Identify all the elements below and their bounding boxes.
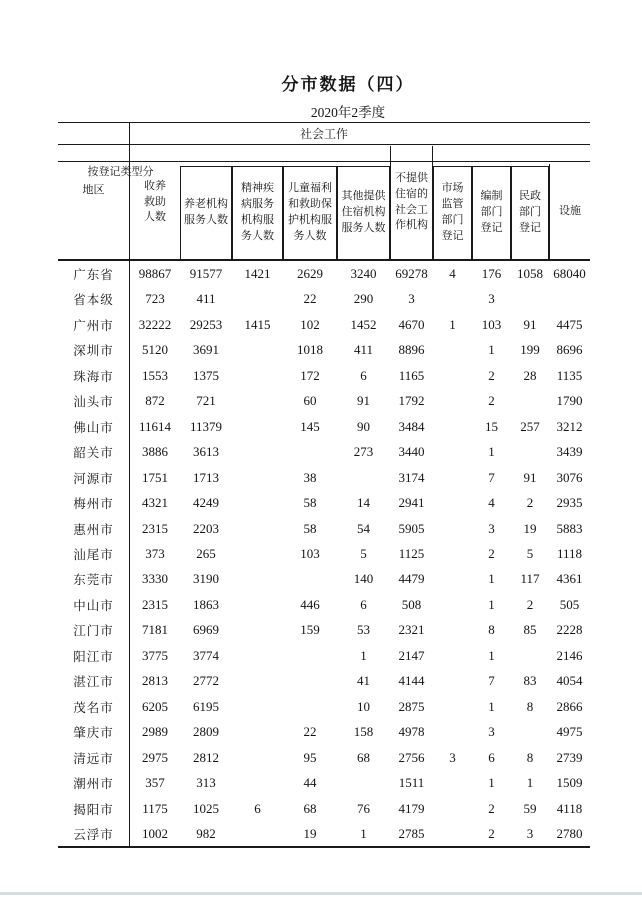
value-cell: 4975 [556,724,583,740]
value-cell [433,592,472,617]
value-cell: 2629 [297,265,323,281]
value-cell [232,516,283,541]
table-row [58,694,590,719]
value-cell [433,286,472,311]
value-cell: 3 [526,826,534,842]
value-cell: 1713 [193,469,219,485]
region-cell: 肇庆市 [58,720,130,745]
value-cell: 172 [300,367,320,383]
value-cell: 14 [357,495,370,511]
value-cell: 1 [488,698,495,714]
value-cell [232,771,283,796]
value-cell: 6195 [193,698,219,714]
value-cell: 1002 [142,826,168,842]
value-cell: 98867 [138,265,172,281]
value-cell [433,796,472,821]
value-cell: 1175 [142,800,168,816]
value-cell: 3 [488,291,495,307]
value-cell [283,694,337,719]
region-cell: 广州市 [58,312,130,337]
value-cell: 91 [523,469,537,485]
value-cell [433,388,472,413]
value-cell [232,643,283,668]
value-cell: 2739 [556,749,583,765]
value-cell: 265 [196,545,216,561]
table-row [58,541,590,566]
value-cell: 2989 [142,724,168,740]
value-cell [433,363,472,388]
table-row [58,592,590,617]
value-cell: 1135 [556,367,583,383]
value-cell [511,439,549,464]
value-cell [232,490,283,515]
value-cell: 2780 [556,826,583,842]
value-cell [433,771,472,796]
table-row [58,822,590,847]
value-cell: 15 [485,418,498,434]
value-cell: 85 [523,622,537,638]
value-cell [232,592,283,617]
table-row [58,261,590,286]
value-cell [232,286,283,311]
region-cell: 汕头市 [58,388,130,413]
value-cell: 2866 [556,698,583,714]
value-cell: 1 [488,571,495,587]
table-row [58,465,590,490]
value-cell: 3174 [398,469,425,485]
value-cell: 3 [408,291,415,307]
value-cell [433,720,472,745]
value-cell: 76 [357,800,370,816]
value-cell [232,669,283,694]
value-cell: 3212 [556,418,583,434]
value-cell: 3775 [142,647,168,663]
value-cell [433,669,472,694]
value-cell: 140 [353,571,374,587]
value-cell: 3439 [556,444,583,460]
value-cell: 1118 [556,545,583,561]
value-cell: 446 [300,596,320,612]
value-cell: 69278 [395,265,428,281]
value-cell: 4475 [556,316,583,332]
value-cell: 1 [488,775,495,791]
value-cell: 59 [523,800,537,816]
value-cell: 7181 [142,622,168,638]
value-cell: 58 [303,520,317,536]
value-cell: 4321 [142,495,168,511]
value-cell: 2203 [193,520,219,536]
value-cell: 2875 [398,698,425,714]
value-cell: 68 [357,749,370,765]
region-cell: 深圳市 [58,337,130,362]
table-body [58,261,590,847]
value-cell: 6 [360,367,367,383]
column-header-facilities: 设施 [549,164,590,259]
value-cell: 5120 [142,342,168,358]
value-cell: 3613 [193,444,219,460]
value-cell: 982 [196,826,216,842]
value-cell: 1 [360,647,367,663]
value-cell: 28 [523,367,537,383]
value-cell: 290 [353,291,374,307]
column-header-region: 地区 [58,123,130,259]
region-cell: 汕尾市 [58,541,130,566]
value-cell [433,414,472,439]
value-cell: 6 [254,800,261,816]
value-cell: 2809 [193,724,219,740]
value-cell: 117 [520,571,540,587]
value-cell: 2772 [193,673,219,689]
value-cell: 53 [357,622,370,638]
value-cell: 2 [488,393,495,409]
region-cell: 中山市 [58,592,130,617]
value-cell: 2 [526,596,534,612]
value-cell: 2935 [556,495,583,511]
value-cell: 159 [300,622,320,638]
table-row [58,337,590,362]
value-cell [433,439,472,464]
value-cell: 91 [357,393,370,409]
value-cell: 91 [523,316,537,332]
table-row [58,771,590,796]
value-cell: 11614 [138,418,172,434]
value-cell: 4978 [398,724,425,740]
value-cell: 102 [300,316,320,332]
value-cell: 1165 [398,367,425,383]
region-cell: 云浮市 [58,822,130,847]
value-cell: 3 [488,724,495,740]
value-cell: 273 [353,444,374,460]
value-cell: 4144 [398,673,425,689]
table-row [58,363,590,388]
column-header-civil-affairs-registered: 民政部门登记 [511,166,549,259]
value-cell: 38 [303,469,317,485]
region-cell: 广东省 [58,261,130,286]
value-cell: 19 [303,826,317,842]
value-cell: 60 [303,393,317,409]
table-row [58,516,590,541]
value-cell: 4361 [556,571,583,587]
value-cell [433,618,472,643]
value-cell: 1125 [398,545,425,561]
value-cell: 11379 [189,418,223,434]
value-cell: 257 [520,418,540,434]
value-cell: 58 [303,495,317,511]
column-header-elderly-care-persons: 养老机构服务人数 [180,166,232,259]
group-header-registration-type: 按登记类型分 [87,165,154,178]
value-cell: 1375 [193,367,219,383]
region-cell: 惠州市 [58,516,130,541]
value-cell: 1863 [193,596,219,612]
value-cell: 158 [353,724,374,740]
value-cell: 2813 [142,673,168,689]
value-cell [232,541,283,566]
value-cell: 103 [481,316,502,332]
value-cell: 6 [488,749,495,765]
value-cell: 1751 [142,469,168,485]
value-cell: 1511 [398,775,425,791]
region-cell: 佛山市 [58,414,130,439]
region-cell: 梅州市 [58,490,130,515]
table-row [58,439,590,464]
value-cell [232,745,283,770]
value-cell: 2785 [398,826,425,842]
table-row [58,643,590,668]
value-cell: 1018 [297,342,323,358]
value-cell: 373 [145,545,165,561]
value-cell: 3240 [350,265,377,281]
value-cell: 1 [449,316,456,332]
value-cell: 3 [488,520,495,536]
value-cell: 10 [357,698,370,714]
value-cell [232,388,283,413]
document-title: 分市数据（四） [281,75,415,94]
value-cell: 2228 [556,622,583,638]
value-cell [433,567,472,592]
value-cell: 6969 [193,622,219,638]
value-cell: 2321 [398,622,425,638]
region-cell: 阳江市 [58,643,130,668]
value-cell [511,286,549,311]
value-cell: 1 [488,647,495,663]
column-header-non-residential-social-work-orgs: 不提供住宿的社会工作机构 [390,146,433,259]
table-row [58,388,590,413]
value-cell [283,669,337,694]
region-cell: 省本级 [58,286,130,311]
column-header-establishment-dept-registered: 编制部门登记 [472,166,511,259]
value-cell: 2975 [142,749,168,765]
value-cell [232,363,283,388]
value-cell: 1 [526,775,534,791]
value-cell [433,643,472,668]
value-cell: 1792 [398,393,425,409]
table-row [58,669,590,694]
value-cell: 505 [559,596,580,612]
value-cell: 4479 [398,571,425,587]
value-cell: 68040 [553,265,586,281]
value-cell: 22 [303,724,317,740]
table-row [58,745,590,770]
value-cell: 4 [488,495,495,511]
value-cell [232,822,283,847]
value-cell: 8 [526,749,534,765]
region-cell: 河源市 [58,465,130,490]
statistics-table [58,122,590,848]
value-cell: 411 [353,342,374,358]
value-cell: 5 [526,545,534,561]
value-cell: 54 [357,520,370,536]
value-cell: 4670 [398,316,425,332]
value-cell: 8896 [398,342,425,358]
value-cell: 313 [196,775,216,791]
value-cell: 2315 [142,596,168,612]
value-cell: 1421 [244,265,271,281]
value-cell: 357 [145,775,165,791]
value-cell: 90 [357,418,370,434]
value-cell [433,490,472,515]
region-cell: 清远市 [58,745,130,770]
table-row [58,286,590,311]
value-cell [337,465,390,490]
column-header-market-regulator-registered: 市场监管部门登记 [433,166,472,259]
value-cell: 83 [523,673,537,689]
value-cell: 1058 [517,265,543,281]
region-cell: 揭阳市 [58,796,130,821]
value-cell: 199 [520,342,540,358]
value-cell [511,388,549,413]
region-cell: 东莞市 [58,567,130,592]
value-cell: 2 [488,826,495,842]
value-cell: 3774 [193,647,219,663]
value-cell [433,337,472,362]
value-cell: 4054 [556,673,583,689]
value-cell [433,465,472,490]
value-cell [232,720,283,745]
value-cell: 721 [196,393,216,409]
value-cell: 1 [360,826,367,842]
value-cell [549,286,590,311]
value-cell: 4 [449,265,456,281]
value-cell: 1790 [556,393,583,409]
value-cell [232,618,283,643]
value-cell: 3 [449,749,456,765]
value-cell [511,720,549,745]
column-header-adoption-relief-persons: 收养救助人数 [144,179,166,224]
value-cell: 41 [357,673,370,689]
value-cell [283,567,337,592]
column-header-child-welfare-rescue-persons: 儿童福利和救助保护机构服务人数 [283,166,337,259]
value-cell [433,541,472,566]
value-cell: 2 [488,800,495,816]
table-header [58,123,590,261]
table-row [58,312,590,337]
value-cell: 2315 [142,520,168,536]
region-cell: 茂名市 [58,694,130,719]
value-cell: 95 [303,749,317,765]
value-cell: 19 [523,520,537,536]
value-cell [232,465,283,490]
table-row [58,414,590,439]
value-cell [232,439,283,464]
value-cell: 1 [488,342,495,358]
table-row [58,618,590,643]
value-cell: 68 [303,800,317,816]
value-cell [337,771,390,796]
value-cell: 8 [488,622,495,638]
region-cell: 江门市 [58,618,130,643]
value-cell: 91577 [189,265,223,281]
document-subtitle: 2020年2季度 [310,105,386,120]
value-cell: 1 [488,444,495,460]
scan-edge-artifact [0,892,642,895]
value-cell: 1 [488,596,495,612]
value-cell: 7 [488,469,495,485]
value-cell: 5883 [556,520,583,536]
region-cell: 湛江市 [58,669,130,694]
value-cell: 4118 [556,800,583,816]
region-cell: 珠海市 [58,363,130,388]
value-cell: 508 [401,596,422,612]
value-cell: 6205 [142,698,168,714]
value-cell: 3330 [142,571,168,587]
value-cell: 145 [300,418,320,434]
value-cell: 22 [303,291,317,307]
value-cell [511,643,549,668]
value-cell: 3076 [556,469,583,485]
value-cell: 2812 [193,749,219,765]
value-cell: 872 [145,393,165,409]
table-row [58,720,590,745]
value-cell: 3886 [142,444,168,460]
value-cell [283,439,337,464]
value-cell: 29253 [189,316,223,332]
value-cell: 1553 [142,367,168,383]
region-cell: 韶关市 [58,439,130,464]
value-cell: 3440 [398,444,425,460]
table-row [58,796,590,821]
value-cell: 1452 [350,316,377,332]
value-cell [433,822,472,847]
value-cell [232,567,283,592]
value-cell: 8696 [556,342,583,358]
value-cell: 4179 [398,800,425,816]
table-row [58,490,590,515]
value-cell [232,337,283,362]
group-header-social-work: 社会工作 [58,123,590,145]
value-cell: 2 [488,367,495,383]
value-cell: 176 [481,265,502,281]
table-row [58,567,590,592]
value-cell: 5905 [398,520,425,536]
value-cell [433,694,472,719]
value-cell: 1415 [244,316,271,332]
value-cell: 7 [488,673,495,689]
value-cell: 2 [488,545,495,561]
value-cell: 5 [360,545,367,561]
value-cell: 2147 [398,647,425,663]
value-cell: 3691 [193,342,219,358]
value-cell: 2 [526,495,534,511]
value-cell [232,694,283,719]
value-cell [433,516,472,541]
value-cell: 3484 [398,418,425,434]
value-cell: 723 [145,291,165,307]
value-cell: 44 [303,775,317,791]
region-cell: 潮州市 [58,771,130,796]
value-cell: 3190 [193,571,219,587]
value-cell: 32222 [138,316,172,332]
value-cell: 2941 [398,495,425,511]
column-header-other-residential-persons: 其他提供住宿机构服务人数 [337,166,390,259]
value-cell: 2756 [398,749,425,765]
value-cell: 411 [196,291,216,307]
value-cell: 1025 [193,800,219,816]
value-cell: 1509 [556,775,583,791]
value-cell [232,414,283,439]
value-cell [283,643,337,668]
column-header-mental-illness-service-persons: 精神疾病服务机构服务人数 [232,166,283,259]
value-cell: 6 [360,596,367,612]
value-cell: 8 [526,698,534,714]
value-cell: 103 [300,545,320,561]
value-cell: 2146 [556,647,583,663]
value-cell: 4249 [193,495,219,511]
